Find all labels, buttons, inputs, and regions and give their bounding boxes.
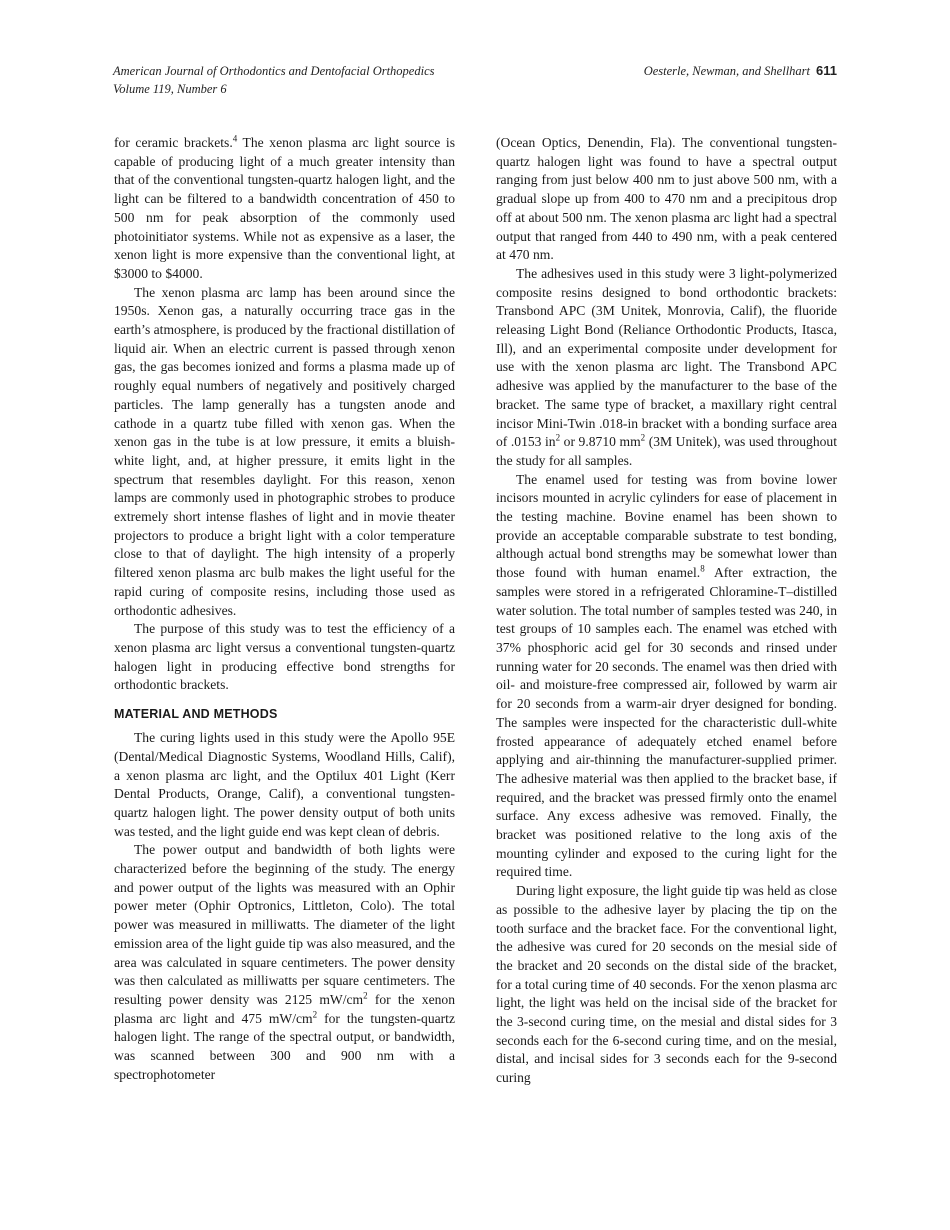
paragraph: The purpose of this study was to test the efficiency of a xenon plasma arc light versus a conventional tungsten-quartz halogen light in producing effective bond strengths for orthodontic brackets. [114, 621, 455, 693]
paragraph: The enamel used for testing was from bovine lower incisors mounted in acrylic cylinders for ease of placement in the testing machine. Bovine enamel has been shown to provide an acceptable comparable substrate to test bonding, although actual bond strengths may be somewhat lower than those found with human enamel.$^8$ After extraction, the samples were stored in a refrigerated Chloramine-T–distilled water solution. The total number of samples tested was 240, in test groups of 10 samples each. The enamel was etched with 37% phosphoric acid gel for 30 seconds and rinsed under running water for 20 seconds. The enamel was then dried with oil- and moisture-free compressed air, followed by warm air for 20 seconds from a warm-air dryer designed for bonding. The samples were inspected for the characteristic dull-white frosted appearance of adequately etched enamel before applying and air-thinning the manufacturer-supplied primer. The adhesive material was then applied to the bracket base, if required, and the bracket was pressed firmly onto the enamel surface. Any excess adhesive was removed. Finally, the bracket was positioned relative to the long axis of the mounting cylinder and exposed to the curing light for the required time. [496, 471, 837, 880]
journal-volume: Volume 119, Number 6 [113, 82, 227, 96]
paragraph: The power output and bandwidth of both lights were characterized before the beginning of the study. The energy and power output of the lights was measured with an Ophir power meter (Ophir Optronics, Littleton, Colo). The total power was measured in milliwatts. The diameter of the light emission area of the light guide tip was also measured, and the area was calculated in square centimeters. The power density was then calculated as milliwatts per square centimeters. The resulting power density was 2125 $mW/cm^2$ for the xenon plasma arc light and 475 $mW/cm^2$ for the tungsten-quartz halogen light. The range of the spectral output, or bandwidth, was scanned between 300 and 900 nm with a spectrophotometer [114, 842, 455, 1082]
section-heading: MATERIAL AND METHODS [114, 707, 278, 722]
running-header-left [113, 62, 435, 98]
paragraph: The adhesives used in this study were 3 light-polymerized composite resins designed to bond orthodontic brackets: Transbond APC (3M Unitek, Monrovia, Calif), the fluoride releasing Light Bond (Reliance Orthodontic Products, Itasca, Ill), and an experimental composite under development for use with the xenon plasma arc light. The Transbond APC adhesive was applied by the manufacturer to the base of the bracket. The same type of bracket, a maxillary right central incisor Mini-Twin .018-in bracket with a bonding surface area of .0153 $in^2$ or 9.8710 $mm^2$ (3M Unitek), was used throughout the study for all samples. [496, 265, 838, 468]
paragraph: The xenon plasma arc lamp has been around since the 1950s. Xenon gas, a naturally occurring trace gas in the earth’s atmosphere, is produced by the fractional distillation of liquid air. When an electric current is passed through xenon gas, the gas becomes ionized and forms a plasma made up of roughly equal numbers of negatively and positively charged particles. The lamp generally has a tungsten anode and cathode in a quartz tube filled with xenon gas. When the xenon gas in the tube is at low pressure, it emits a bluish-white light, and, at higher pressure, it emits light in the spectrum that resembles daylight. For this reason, xenon lamps are commonly used in photographic strobes to produce extremely short intense flashes of light and in movie theater projectors to produce a bright light with a color temperature close to that of daylight. The high intensity of a properly filtered xenon plasma arc bulb makes the light useful for the rapid curing of composite resins, including those used as orthodontic adhesives. [114, 284, 455, 618]
unit-superscript: 2 [640, 432, 646, 443]
journal-title: American Journal of Orthodontics and Dentofacial Orthopedics [113, 64, 435, 78]
citation-superscript: 4 [232, 133, 238, 144]
paragraph: for ceramic brackets.$^4$ The xenon plasma arc light source is capable of producing light of a much greater intensity than that of the conventional tungsten-quartz halogen light, and the light can be filtered to a bandwidth concentration of 450 to 500 nm for peak absorption of the commonly used photoinitiator systems. While not as expensive as a laser, the xenon light is more expensive than the conventional light, at $3000 to $4000. [114, 133, 455, 281]
page-number: 611 [816, 63, 837, 78]
left-column [114, 134, 455, 1084]
paragraph: During light exposure, the light guide tip was held as close as possible to the adhesive layer by placing the tip on the tooth surface and the bracket face. For the conventional light, the adhesive was cured for 20 seconds on the mesial side of the bracket and 20 seconds on the distal side of the bracket, for a total curing time of 40 seconds. For the xenon plasma arc light, the light was held on the incisal side of the bracket for the 3-second curing time, on the mesial and distal sides for 3 seconds each for the 6-second curing time, and on the mesial, distal, and incisal sides for 3 seconds each for the 9-second curing [496, 883, 837, 1086]
unit-superscript: 2 [312, 1009, 318, 1020]
unit-superscript: 2 [555, 432, 561, 443]
author-names: Oesterle, Newman, and Shellhart [643, 64, 811, 78]
running-header-right [644, 62, 837, 80]
paragraph: The curing lights used in this study were the Apollo 95E (Dental/Medical Diagnostic Systems, Woodland Hills, Calif), a xenon plasma arc light, and the Optilux 401 Light (Kerr Dental Products, Orange, Calif), a conventional tungsten-quartz halogen light. The power density output of both units was tested, and the light guide end was kept clean of debris. [114, 730, 455, 839]
citation-superscript: 8 [700, 563, 705, 574]
paragraph: (Ocean Optics, Denendin, Fla). The conventional tungsten-quartz halogen light was found to have a spectral output ranging from just below 400 nm to just above 500 nm, with a gradual slope up from 400 to 470 nm and a precipitous drop off at about 500 nm. The xenon plasma arc light had a spectral output that ranged from 440 to 490 nm, with a peak centered at 470 nm. [496, 135, 837, 263]
right-column [496, 134, 837, 1088]
unit-superscript: 2 [363, 990, 368, 1001]
